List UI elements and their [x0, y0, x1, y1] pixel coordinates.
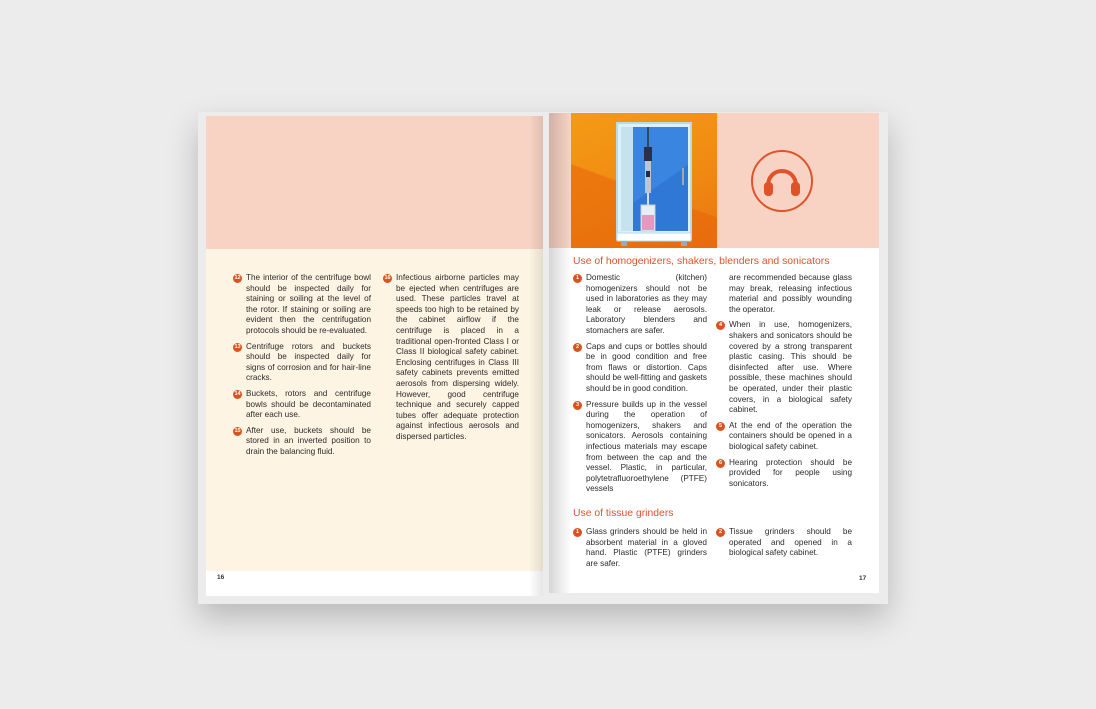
list-item: [716, 527, 852, 559]
item-number: 12: [234, 275, 241, 281]
list-item: [573, 400, 707, 495]
item-text: Hearing protection should be provided for people using sonicators.: [729, 457, 852, 488]
left-column-2: [383, 273, 519, 448]
item-text: Caps and cups or bottles should be in good condition and free from flaws or distortion. Caps should be well-fitting and gaskets should be in good condition.: [586, 341, 707, 393]
item-number: 15: [234, 427, 241, 434]
item-number: 4: [716, 321, 725, 330]
safety-cabinet-illustration: [571, 113, 717, 248]
right-column-1: [573, 273, 707, 500]
item-text: Domestic (kitchen) homogenizers should not be used in laboratories as they may leak or release aerosols. Laboratory blenders and stomachers are safer.: [586, 273, 707, 335]
list-item: [716, 320, 852, 415]
item-text: When in use, homogenizers, shakers and sonicators should be covered by a strong transparent plastic casing. This should be disinfected after use. Where possible, these machines should be operated, under their plastic covers, in a biological safety cabinet.: [729, 320, 852, 415]
right-column-1-grinders: [573, 527, 707, 574]
list-item: [383, 273, 519, 443]
item-text: Pressure builds up in the vessel during the operation of homogenizers, shakers and sonicators. Aerosols containing infectious materials may escape from between the cap and the vessel. Plastic, in particular, polytetrafluoroethylene (PTFE) vessels: [586, 399, 707, 494]
item-number: 1: [573, 274, 582, 283]
left-gutter-shade: [529, 116, 543, 596]
list-item: [716, 421, 852, 453]
list-item: [573, 273, 707, 337]
left-column-1: [233, 273, 371, 463]
page-number: 17: [859, 575, 867, 582]
section-heading: Use of homogenizers, shakers, blenders and sonicators: [573, 256, 830, 267]
ear-protection-icon: [753, 152, 811, 210]
list-item: [233, 342, 371, 384]
list-item: [573, 342, 707, 395]
item-number: 14: [234, 390, 241, 397]
item-number: 6: [716, 459, 725, 468]
hearing-protection-badge: [751, 150, 813, 212]
list-item: [233, 426, 371, 458]
item-number: 5: [716, 422, 725, 431]
item-text: Tissue grinders should be operated and opened in a biological safety cabinet.: [729, 527, 852, 558]
item-text: Glass grinders should be held in absorbent material in a gloved hand. Plastic (PTFE) grinders are safer.: [586, 527, 707, 568]
right-page: [549, 113, 879, 593]
continued-text: are recommended because glass may break, releasing infectious material and possibly wounding the operator.: [729, 273, 852, 314]
list-item: [573, 527, 707, 569]
item-number: 3: [573, 401, 582, 410]
item-number: 13: [234, 343, 241, 350]
item-number: 2: [716, 528, 725, 537]
item-text: After use, buckets should be stored in an inverted position to drain the balancing fluid.: [246, 425, 371, 456]
item-number: 1: [573, 528, 582, 537]
section-heading: Use of tissue grinders: [573, 508, 674, 519]
item-number: 2: [573, 343, 582, 352]
list-item: [716, 458, 852, 490]
item-text: Buckets, rotors and centrifuge bowls should be decontaminated after each use.: [246, 388, 371, 420]
list-item: [233, 389, 371, 421]
right-column-2: [716, 273, 852, 494]
item-text: The interior of the centrifuge bowl should be inspected daily for staining or soiling at the level of the rotor. If staining or soiling are evident then the centrifugation protocols should be re-evaluated.: [246, 273, 371, 335]
page-number: 16: [217, 574, 225, 581]
left-footer-strip: [206, 571, 543, 596]
item-text: Infectious airborne particles may be ejected when centrifuges are used. These particles travel at speeds too high to be retained by the cabinet airflow if the centrifuge is placed in a traditional open-fronted Class I or Class II biological safety cabinet. Enclosing centrifuges in Class III safety cabinets prevents emitted aerosols from dispersing widely. However, good centrifuge technique and securely capped tubes offer adequate protection against infectious aerosols and dispersed particles.: [396, 273, 519, 441]
item-text: At the end of the operation the containers should be opened in a biological safety cabinet.: [729, 420, 852, 451]
right-gutter-shade: [549, 113, 571, 593]
item-number: 16: [384, 275, 391, 281]
left-page: [206, 116, 543, 596]
left-header-band: [206, 116, 543, 249]
list-item: [233, 273, 371, 337]
item-text: Centrifuge rotors and buckets should be inspected daily for signs of corrosion and for hair-line cracks.: [246, 341, 371, 383]
right-column-2-grinders: [716, 527, 852, 564]
